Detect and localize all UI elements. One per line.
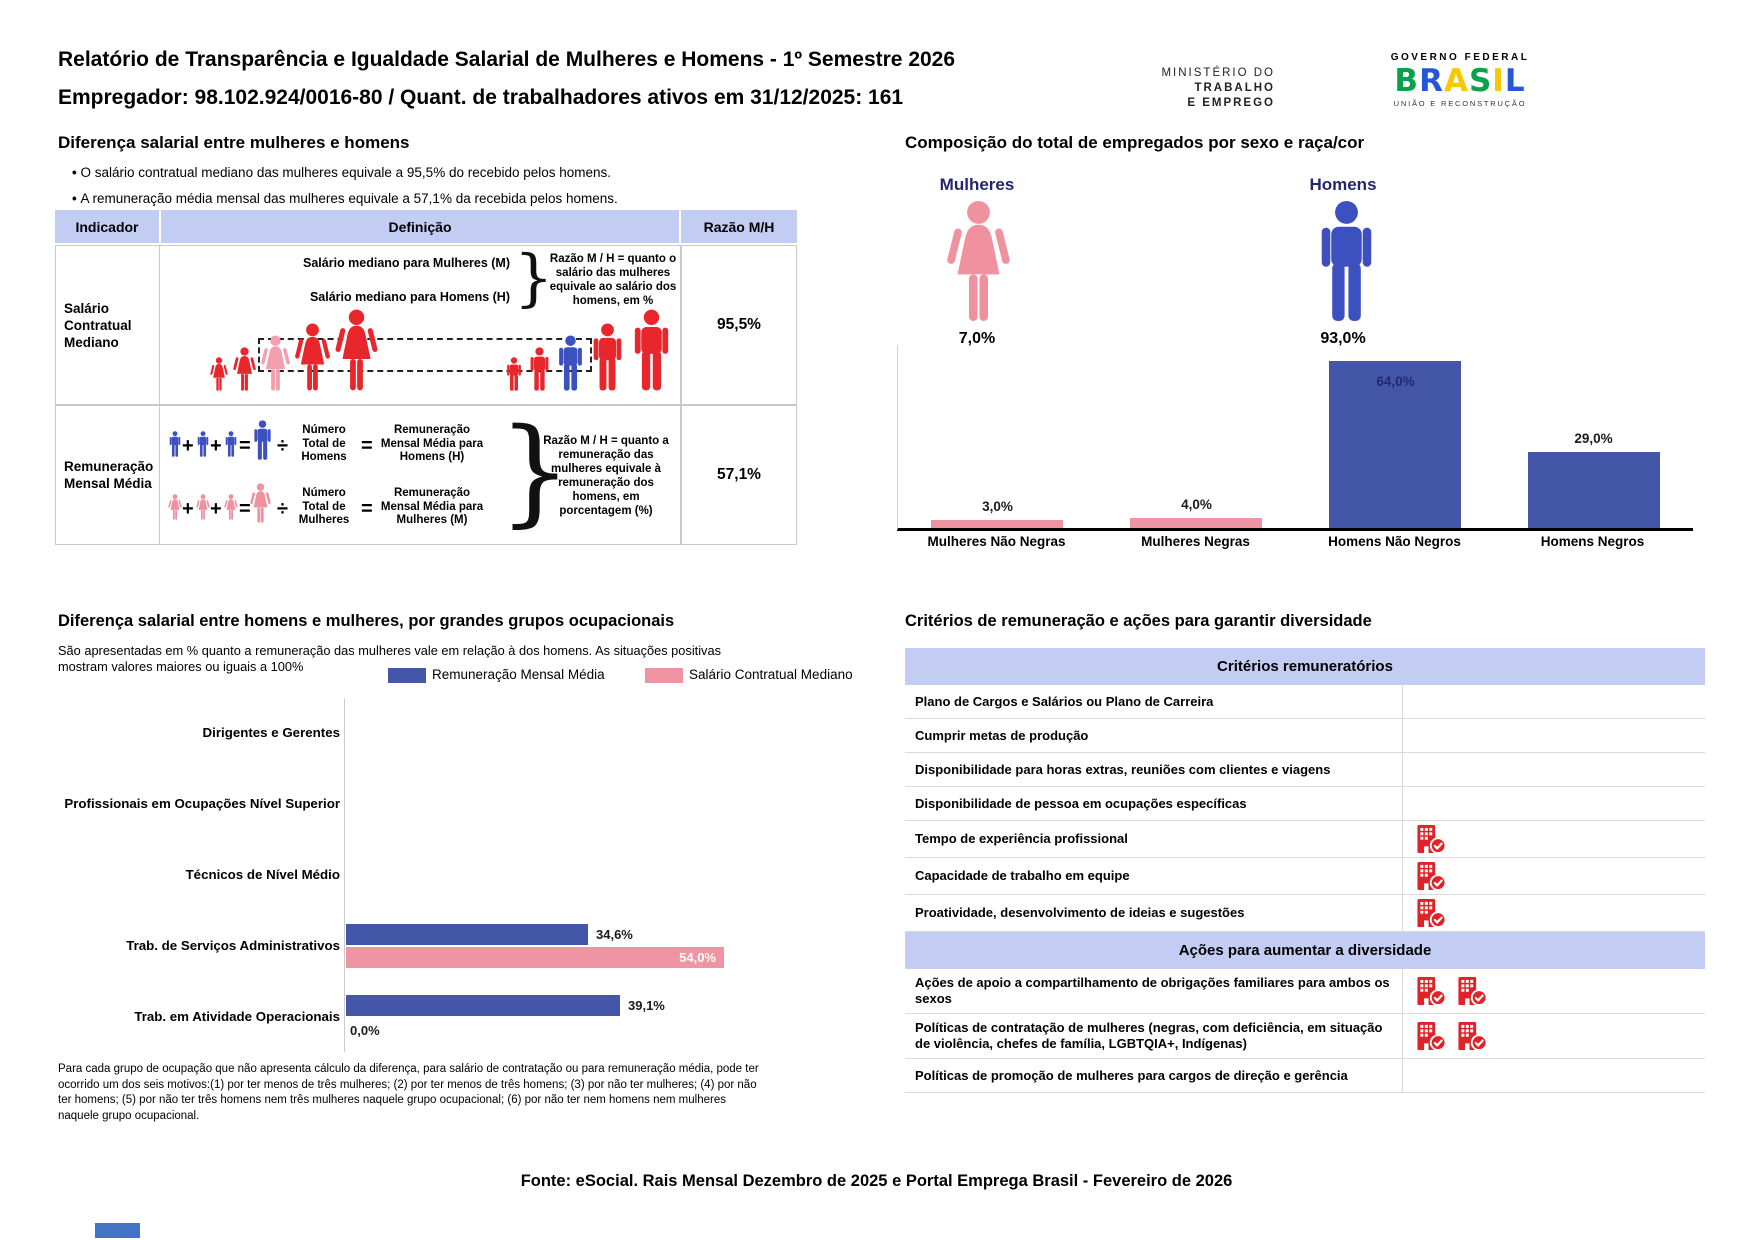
col-header-razao: Razão M/H	[681, 210, 797, 243]
occupational-footnote: Para cada grupo de ocupação que não apresenta cálculo da diferença, para salário de contratação ou para remuneração média, pode ter ocorrido um dos seis motivos:(1) por ter menos de três mulheres; (2) por ter menos de três homens; (3) por não ter mulheres; (4) por não ter homens; (5) por não ter três homens nem três mulheres naquele grupo ocupacional; (6) por não ter nem homens nem mulheres naquele grupo ocupacional.	[58, 1063, 759, 1122]
bottom-left-blue-mark	[95, 1223, 140, 1238]
salary-gap-table	[55, 210, 797, 545]
formula-woman-figure	[196, 494, 210, 525]
criteria-row	[905, 787, 1705, 821]
ministry-line3: E EMPREGO	[1187, 97, 1275, 109]
illustration-figure	[335, 309, 378, 396]
company-check-icon	[1413, 1021, 1447, 1051]
criteria-section-diversidade: Ações para aumentar a diversidade	[905, 932, 1705, 969]
women-total-percentage: 7,0%	[958, 330, 996, 347]
company-check-icon	[1454, 1021, 1488, 1051]
criteria-row-label: Políticas de contratação de mulheres (negras, com deficiência, em situação de violência, chefes de família, LGBTQIA+, Indígenas)	[915, 1020, 1383, 1051]
criteria-heading: Critérios de remuneração e ações para garantir diversidade	[905, 612, 1372, 630]
governo-federal-logo	[1385, 52, 1535, 108]
report-subtitle-employer: Empregador: 98.102.924/0016-80 / Quant. de trabalhadores ativos em 31/12/2025: 161	[58, 86, 904, 109]
illustration-figure	[630, 309, 673, 396]
composition-bar	[1130, 518, 1262, 528]
result-men-text: Remuneração Mensal Média para Homens (H)	[380, 424, 484, 463]
illustration-figure	[261, 335, 290, 396]
criteria-row-checks	[1402, 753, 1705, 786]
occupational-subtitle: São apresentadas em % quanto a remuneração das mulheres vale em relação à dos homens. As situações positivas mostram valores maiores ou iguais a 100%	[58, 643, 721, 674]
plus-operator: +	[210, 498, 222, 520]
composition-bar-value: 64,0%	[1376, 374, 1415, 389]
man-figure-icon	[528, 347, 551, 391]
result-women-text: Remuneração Mensal Média para Mulheres (M)	[380, 487, 484, 526]
brasil-logo-wordmark	[1385, 63, 1535, 99]
man-figure-icon	[168, 431, 182, 457]
equals-operator: =	[239, 435, 251, 457]
criteria-row-label: Disponibilidade de pessoa em ocupações específicas	[915, 795, 1247, 811]
ministry-line2: TRABALHO	[1194, 82, 1275, 94]
brasil-logo-letter: S	[1468, 63, 1493, 99]
criteria-rows-diversidade	[905, 969, 1705, 1093]
criteria-row-checks	[1402, 895, 1705, 931]
brasil-logo-letter: R	[1419, 63, 1444, 99]
man-figure-icon	[1315, 200, 1378, 322]
composition-category-label: Mulheres Não Negras	[927, 534, 1066, 549]
brasil-logo-letter: I	[1492, 63, 1505, 99]
ratio-note-row2: Razão M / H = quanto a remuneração das mulheres equivale à remuneração dos homens, em porcentagem (%)	[543, 435, 669, 517]
man-figure-icon	[196, 431, 210, 457]
occupational-category-label: Profissionais em Ocupações Nível Superior	[64, 796, 340, 811]
illustration-figure	[233, 347, 256, 396]
salary-gap-heading: Diferença salarial entre mulheres e homens	[58, 133, 410, 152]
criteria-row-label: Ações de apoio a compartilhamento de obrigações familiares para ambos os sexos	[915, 975, 1390, 1006]
illustration-figure	[528, 347, 551, 396]
criteria-row	[905, 895, 1705, 932]
brasil-logo-letter: A	[1443, 63, 1469, 99]
criteria-row-checks	[1402, 1014, 1705, 1058]
occupational-bar-chart	[58, 698, 830, 1052]
criteria-row	[905, 719, 1705, 753]
women-group-label: Mulheres	[939, 175, 1015, 194]
composition-bar	[931, 520, 1063, 528]
brasil-logo-letter: L	[1504, 63, 1526, 99]
man-figure-icon	[224, 431, 238, 457]
composition-category-labels	[897, 534, 1692, 554]
equals-operator: =	[361, 498, 373, 520]
company-check-icon	[1413, 898, 1447, 928]
ministry-line1: MINISTÉRIO DO	[1161, 67, 1275, 79]
occupational-heading: Diferença salarial entre homens e mulheres, por grandes grupos ocupacionais	[58, 612, 675, 630]
composition-bar-value: 3,0%	[982, 499, 1013, 514]
composition-bar-value: 29,0%	[1574, 431, 1613, 446]
formula-man-figure	[196, 431, 210, 462]
criteria-row-label: Cumprir metas de produção	[915, 727, 1089, 743]
criteria-row-checks	[1402, 719, 1705, 752]
woman-figure-icon	[335, 309, 378, 391]
plus-operator: +	[210, 435, 222, 457]
criteria-row-checks	[1402, 787, 1705, 820]
salario-bar-value: 54,0%	[679, 950, 716, 965]
composition-category-label: Homens Não Negros	[1328, 534, 1461, 549]
company-check-icon	[1454, 976, 1488, 1006]
composition-bar	[1528, 452, 1660, 528]
criteria-row	[905, 1014, 1705, 1059]
formula-woman-figure	[224, 494, 238, 525]
man-figure-icon	[590, 323, 625, 391]
man-figure-icon	[556, 335, 585, 391]
remuneracao-bar	[346, 995, 620, 1016]
bullet-median-salary: • O salário contratual mediano das mulheres equivale a 95,5% do recebido pelos homens.	[72, 160, 618, 186]
man-figure-icon	[252, 420, 273, 460]
occupational-category-label: Trab. em Atividade Operacionais	[134, 1009, 340, 1024]
illustration-figure	[210, 357, 228, 396]
ministry-logo	[1161, 66, 1275, 111]
criteria-row	[905, 858, 1705, 895]
men-total-percentage: 93,0%	[1320, 330, 1366, 347]
brasil-logo-letter: B	[1394, 63, 1420, 99]
legend-swatch-salario	[645, 668, 683, 683]
criteria-row-label: Tempo de experiência profissional	[915, 831, 1128, 846]
population-figures-illustration	[160, 246, 680, 404]
woman-figure-icon	[224, 494, 238, 520]
formula-woman-figure-large	[250, 483, 271, 528]
criteria-row	[905, 1059, 1705, 1093]
indicator-remuneracao-media: Remuneração Mensal Média	[55, 405, 160, 545]
composition-bar-value: 4,0%	[1181, 497, 1212, 512]
bullet-mean-remuneration: • A remuneração média mensal das mulheres equivale a 57,1% da recebida pelos homens.	[72, 186, 618, 212]
company-check-icon	[1413, 976, 1447, 1006]
illustration-figure	[556, 335, 585, 396]
occupational-category-label: Técnicos de Nível Médio	[185, 867, 340, 882]
formula-man-figure-large	[252, 420, 273, 465]
criteria-row-checks	[1402, 858, 1705, 894]
divisor-men-text: Número Total de Homens	[301, 424, 347, 463]
col-header-indicador: Indicador	[55, 210, 159, 243]
criteria-row-checks	[1402, 1059, 1705, 1092]
median-men-line: Salário mediano para Homens (H)	[309, 290, 510, 304]
criteria-table	[905, 648, 1705, 1093]
source-footer: Fonte: eSocial. Rais Mensal Dezembro de 2025 e Portal Emprega Brasil - Fevereiro de 2026	[520, 1172, 1233, 1190]
composition-bar-chart	[897, 345, 1693, 531]
criteria-row	[905, 821, 1705, 858]
remuneracao-bar-value: 39,1%	[628, 998, 665, 1013]
criteria-row	[905, 969, 1705, 1014]
remuneracao-bar-value: 34,6%	[596, 927, 633, 942]
divisor-women-text: Número Total de Mulheres	[298, 487, 350, 526]
criteria-rows-remuneratorios	[905, 685, 1705, 932]
plus-operator: +	[182, 435, 194, 457]
criteria-row	[905, 685, 1705, 719]
gov-logo-top-text: GOVERNO FEDERAL	[1390, 52, 1530, 63]
median-women-line: Salário mediano para Mulheres (M)	[303, 256, 510, 270]
remuneracao-bar	[346, 924, 588, 945]
formula-man-figure	[168, 431, 182, 462]
divide-operator: ÷	[277, 498, 288, 520]
plus-operator: +	[182, 498, 194, 520]
formula-woman-figure	[168, 494, 182, 525]
man-figure-icon	[505, 357, 523, 391]
illustration-figure	[295, 323, 330, 396]
legend-swatch-remuneracao	[388, 668, 426, 683]
company-check-icon	[1413, 861, 1447, 891]
definition-remuneracao-media	[159, 405, 681, 545]
criteria-row-label: Disponibilidade para horas extras, reuniões com clientes e viagens	[915, 761, 1331, 777]
illustration-figure	[505, 357, 523, 396]
criteria-row-checks	[1402, 685, 1705, 718]
col-header-definicao: Definição	[161, 210, 679, 243]
woman-figure-icon	[250, 483, 271, 523]
occupational-axis-line	[344, 698, 345, 1052]
criteria-row-checks	[1402, 969, 1705, 1013]
composition-category-label: Homens Negros	[1540, 534, 1645, 549]
occupational-category-label: Trab. de Serviços Administrativos	[126, 938, 340, 953]
woman-figure-icon	[210, 357, 228, 391]
ratio-remuneracao-media: 57,1%	[681, 405, 797, 545]
criteria-row-label: Capacidade de trabalho em equipe	[915, 868, 1130, 883]
criteria-section-remuneratorios: Critérios remuneratórios	[905, 648, 1705, 685]
ratio-salario-contratual: 95,5%	[681, 245, 797, 405]
legend-label-remuneracao: Remuneração Mensal Média	[432, 667, 605, 682]
man-figure-icon	[630, 309, 673, 391]
woman-figure-icon	[947, 200, 1010, 322]
salary-gap-bullets	[72, 160, 618, 212]
formula-man-figure	[224, 431, 238, 462]
woman-figure-icon	[168, 494, 182, 520]
criteria-row-label: Proatividade, desenvolvimento de ideias e sugestões	[915, 905, 1245, 920]
woman-figure-icon	[295, 323, 330, 391]
composition-category-label: Mulheres Negras	[1141, 534, 1250, 549]
indicator-salario-contratual: Salário Contratual Mediano	[55, 245, 160, 405]
definition-salario-contratual	[159, 241, 681, 405]
woman-figure-icon	[233, 347, 256, 391]
salario-bar-value-zero: 0,0%	[350, 1023, 380, 1038]
occupational-category-label: Dirigentes e Gerentes	[202, 725, 340, 740]
divide-operator: ÷	[277, 435, 288, 457]
criteria-row-label: Plano de Cargos e Salários ou Plano de Carreira	[915, 693, 1214, 709]
brace-row1: }	[514, 241, 554, 314]
illustration-figure	[590, 323, 625, 396]
criteria-row	[905, 753, 1705, 787]
equals-operator: =	[239, 498, 251, 520]
company-check-icon	[1413, 824, 1447, 854]
criteria-row-label: Políticas de promoção de mulheres para cargos de direção e gerência	[915, 1067, 1348, 1083]
equals-operator: =	[361, 435, 373, 457]
men-group-label: Homens	[1309, 175, 1377, 194]
composition-heading: Composição do total de empregados por sexo e raça/cor	[905, 133, 1365, 152]
gov-logo-bottom-text: UNIÃO E RECONSTRUÇÃO	[1393, 99, 1527, 108]
criteria-row-checks	[1402, 821, 1705, 857]
man-icon	[1315, 200, 1378, 327]
report-title: Relatório de Transparência e Igualdade Salarial de Mulheres e Homens - 1º Semestre 2026	[58, 48, 956, 71]
woman-icon	[947, 200, 1010, 327]
ratio-note-row1: Razão M / H = quanto o salário das mulheres equivale ao salário dos homens, em %	[549, 253, 677, 307]
brace-row2: }	[498, 404, 572, 539]
legend-label-salario: Salário Contratual Mediano	[689, 667, 853, 682]
woman-figure-icon	[261, 335, 290, 391]
woman-figure-icon	[196, 494, 210, 520]
